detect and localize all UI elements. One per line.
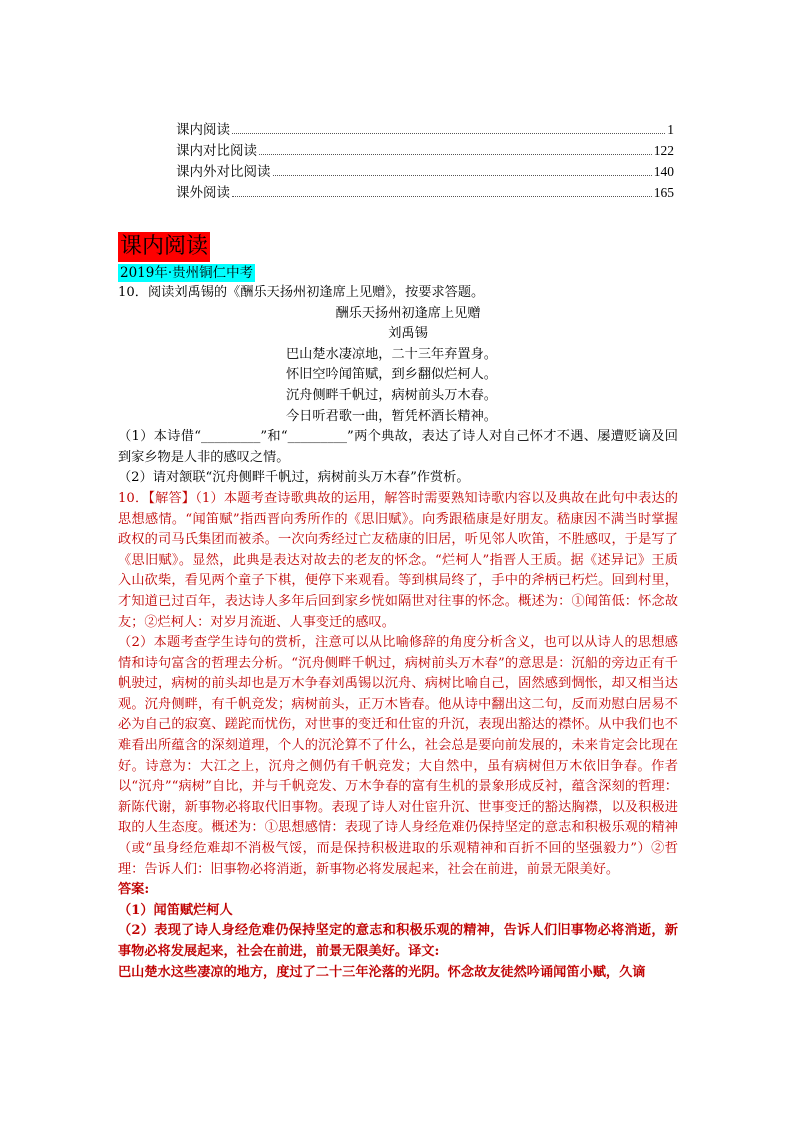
answer-3: 巴山楚水这些凄凉的地方，度过了二十三年沦落的光阴。怀念故友徒然吟诵闻笛小赋，久谪 <box>118 964 646 980</box>
poem-line: 巴山楚水凄凉地，二十三年弃置身。 <box>286 346 497 362</box>
poem-line: 沉舟侧畔千帆过，病树前头万木春。 <box>286 387 497 403</box>
toc-entry[interactable] <box>176 181 674 202</box>
poem-line: 今日听君歌一曲，暂凭杯酒长精神。 <box>286 408 497 424</box>
toc-entry-page: 1 <box>667 122 674 137</box>
toc-entry-page: 165 <box>653 185 674 200</box>
toc-entry[interactable] <box>176 118 674 139</box>
toc-entry-label: 课外阅读 <box>176 185 230 201</box>
toc-leader-dots <box>273 174 652 176</box>
table-of-contents <box>176 118 674 202</box>
toc-entry-label: 课内外对比阅读 <box>176 164 271 180</box>
section-heading: 课内阅读 <box>118 232 210 262</box>
poem-author: 刘禹锡 <box>388 326 428 342</box>
toc-entry-page: 122 <box>653 143 674 158</box>
analysis-part-1: 10．【解答】（1）本题考查诗歌典故的运用，解答时需要熟知诗歌内容以及典故在此句中表达的思想感情。“闻笛赋”指西晋向秀所作的《思旧赋》。向秀跟嵇康是好朋友。嵇康因不满当时掌握政权的司马氏集团而被杀。一次向秀经过亡友嵇康的旧居，听见邻人吹笛，不胜感叹，于是写了《思旧赋》。显然，此典是表达对故去的老友的怀念。“烂柯人”指晋人王质。据《述异记》王质入山砍柴，看见两个童子下棋，便停下来观看。等到棋局终了，手中的斧柄已朽烂。回到村里，才知道已过百年，表达诗人多年后回到家乡恍如隔世对往事的怀念。概述为：①闻笛低：怀念故友；②烂柯人：对岁月流逝、人事变迁的感叹。 <box>118 490 678 630</box>
toc-entry[interactable] <box>176 139 674 160</box>
toc-leader-dots <box>259 153 652 155</box>
analysis-part-2: （2）本题考查学生诗句的赏析，注意可以从比喻修辞的角度分析含义，也可以从诗人的思想感情和诗句富含的哲理去分析。“沉舟侧畔千帆过，病树前头万木春”的意思是：沉船的旁边正有千帆驶过，病树的前头却也是万木争春刘禹锡以沉舟、病树比喻自己，固然感到惆怅，却又相当达观。沉舟侧畔，有千帆竞发；病树前头，正万木皆春。他从诗中翻出这二句，反而劝慰白居易不必为自己的寂寞、蹉跎而忧伤，对世事的变迁和仕宦的升沉，表现出豁达的襟怀。从中我们也不难看出所蕴含的深刻道理，个人的沉沦算不了什么，社会总是要向前发展的，未来肯定会比现在好。诗意为：大江之上，沉舟之侧仍有千帆竞发；大自然中，虽有病树但万木依旧争春。作者以“沉舟”“病树”自比，并与千帆竞发、万木争春的富有生机的景象形成反衬，蕴含深刻的哲理：新陈代谢，新事物必将取代旧事物。表现了诗人对仕宦升沉、世事变迁的豁达胸襟，以及积极进取的人生态度。概述为：①思想感情：表现了诗人身经危难仍保持坚定的意志和积极乐观的精神（或“虽身经危难却不消极气馁，而是保持积极进取的乐观精神和百折不回的坚强毅力”）②哲理：告诉人们：旧事物必将消逝，新事物必将发展起来，社会在前进，前景无限美好。 <box>118 635 678 877</box>
source-tag: 2019年·贵州铜仁中考 <box>120 265 254 281</box>
toc-entry[interactable] <box>176 160 674 181</box>
toc-leader-dots <box>232 132 665 134</box>
question-1: （1）本诗借“_________”和“_________”两个典故，表达了诗人对自己怀才不遇、屡遭贬谪及回到家乡物是人非的感叹之情。 <box>118 429 678 465</box>
question-2: （2）请对颔联“沉舟侧畔千帆过，病树前头万木春”作赏析。 <box>118 470 470 486</box>
poem-line: 怀旧空吟闻笛赋，到乡翻似烂柯人。 <box>286 367 497 383</box>
poem-title: 酬乐天扬州初逢席上见赠 <box>335 305 481 321</box>
main-content <box>118 232 678 983</box>
toc-entry-label: 课内阅读 <box>176 122 230 138</box>
answer-1: （1）闻笛赋烂柯人 <box>118 902 233 918</box>
question-intro: 10．阅读刘禹锡的《酬乐天扬州初逢席上见赠》，按要求答题。 <box>118 285 485 300</box>
answer-2: （2）表现了诗人身经危难仍保持坚定的意志和积极乐观的精神，告诉人们旧事物必将消逝，新事物必将发展起来，社会在前进，前景无限美好。译文: <box>118 923 678 959</box>
toc-entry-label: 课内对比阅读 <box>176 143 257 159</box>
answer-label: 答案: <box>118 882 150 898</box>
toc-leader-dots <box>232 195 652 197</box>
toc-entry-page: 140 <box>653 164 674 179</box>
